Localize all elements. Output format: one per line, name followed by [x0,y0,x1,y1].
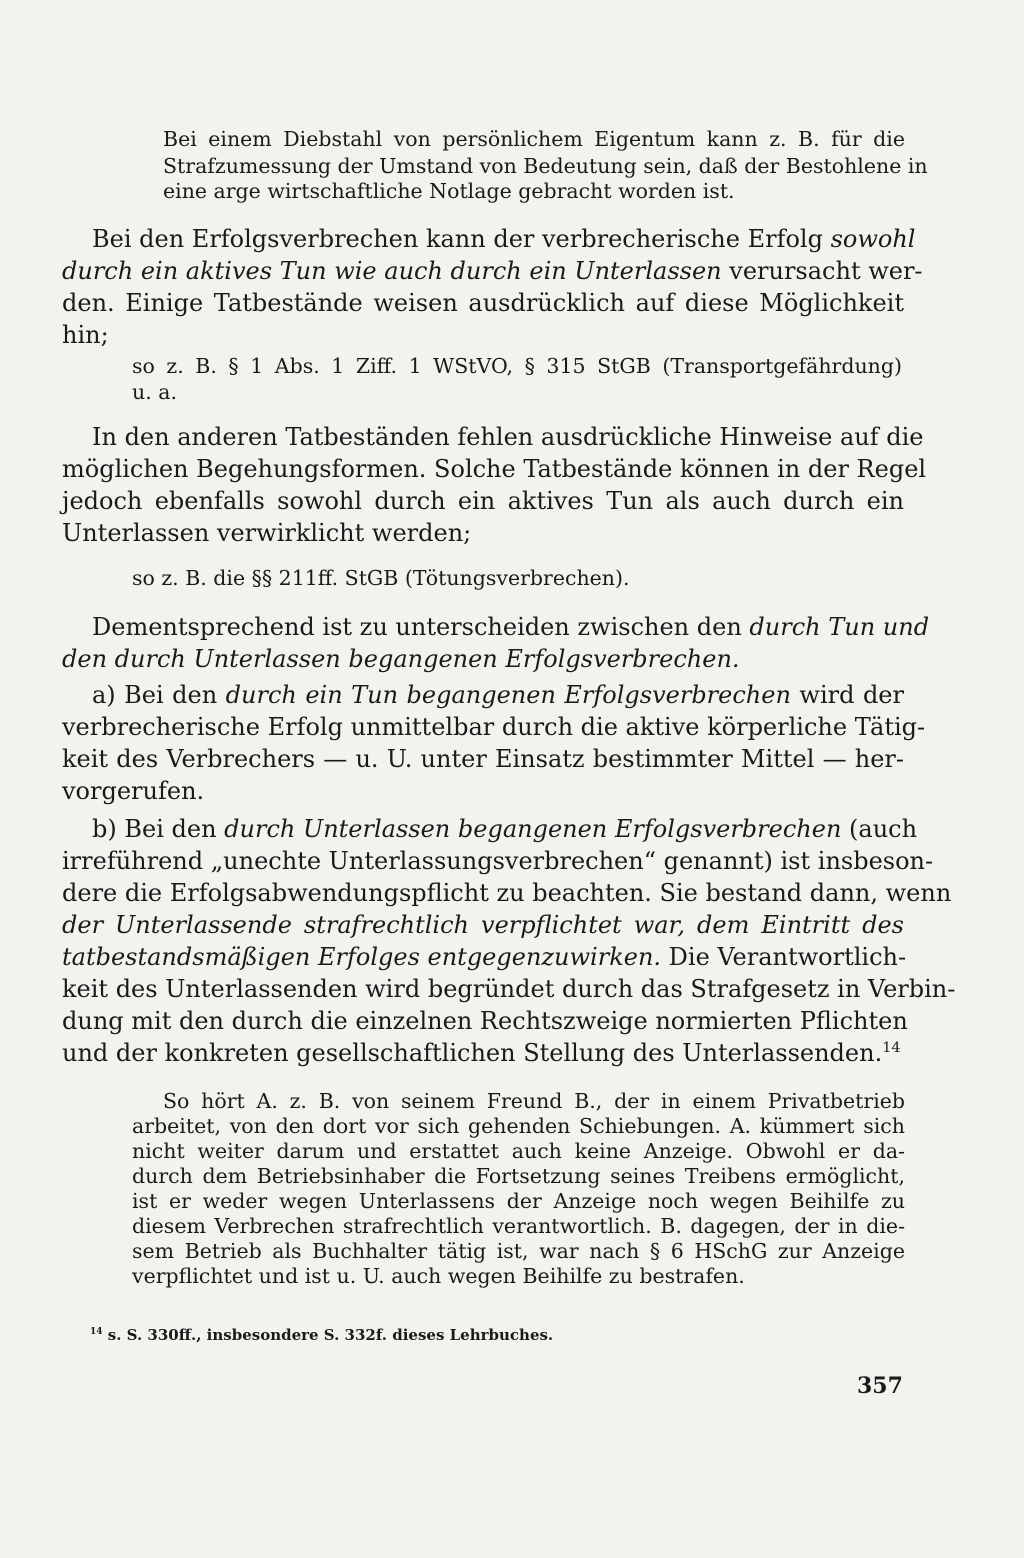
emphasis-text: durch ein aktives Tun wie auch durch ein Unterlassen [62,257,722,285]
example-line: so z. B. § 1 Abs. 1 Ziff. 1 WStVO, § 315 StGB (Transportgefährdung) [132,354,902,378]
body-line [92,613,930,641]
example-line: arbeitet, von den dort vor sich gehenden Schiebungen. A. kümmert sich [132,1114,905,1138]
example-line: durch dem Betriebsinhaber die Fortsetzung seines Treibens ermöglicht, [132,1164,905,1188]
emphasis-text: durch Unterlassen begangenen Erfolgsverbrechen [224,815,842,843]
body-line: In den anderen Tatbeständen fehlen ausdrückliche Hinweise auf die [92,423,924,451]
example-line: sem Betrieb als Buchhalter tätig ist, war nach § 6 HSchG zur Anzeige [132,1239,905,1263]
body-line [62,1039,901,1067]
emphasis-text: sowohl [830,225,916,253]
example-line: diesem Verbrechen strafrechtlich verantwortlich. B. dagegen, der in die- [132,1214,905,1238]
body-line [62,911,904,939]
emphasis-text: durch Tun und [749,613,930,641]
body-line: den. Einige Tatbestände weisen ausdrücklich auf diese Möglichkeit [62,289,904,317]
body-line: irreführend „unechte Unterlassungsverbrechen“ genannt) ist insbeson- [62,847,934,875]
text-run: (auch [841,815,918,843]
body-line: dung mit den durch die einzelnen Rechtszweige normierten Pflichten [62,1007,908,1035]
body-line: Unterlassen verwirklicht werden; [62,519,472,547]
example-line: So hört A. z. B. von seinem Freund B., der in einem Privatbetrieb [163,1089,905,1113]
text-run: wird der [790,681,904,709]
text-run: b) Bei den [92,815,225,843]
example-line: so z. B. die §§ 211ff. StGB (Tötungsverbrechen). [132,566,630,590]
example-line: Strafzumessung der Umstand von Bedeutung sein, daß der Bestohlene in [163,154,928,178]
emphasis-text: der Unterlassende strafrechtlich verpflichtet war, dem Eintritt des [62,911,904,939]
body-line [62,943,907,971]
example-line: nicht weiter darum und erstattet auch keine Anzeige. Obwohl er da- [132,1139,905,1163]
emphasis-text: den durch Unterlassen begangenen Erfolgsverbrechen. [62,645,740,673]
footnote-mark: 14 [90,1327,103,1337]
text-run: a) Bei den [92,681,226,709]
example-line: ist er weder wegen Unterlassens der Anzeige noch wegen Beihilfe zu [132,1189,905,1213]
body-line [92,815,918,843]
page-number: 357 [857,1373,903,1399]
body-line: keit des Verbrechers — u. U. unter Einsatz bestimmter Mittel — her- [62,745,904,773]
text-run: verursacht wer- [721,257,923,285]
footnote-text: s. S. 330ff., insbesondere S. 332f. dieses Lehrbuches. [102,1326,554,1344]
body-line: keit des Unterlassenden wird begründet durch das Strafgesetz in Verbin- [62,975,956,1003]
body-line: dere die Erfolgsabwendungspflicht zu beachten. Sie bestand dann, wenn [62,879,952,907]
example-line: eine arge wirtschaftliche Notlage gebracht worden ist. [163,179,735,203]
text-run: und der konkreten gesellschaftlichen Stellung des Unterlassenden. [62,1039,883,1067]
body-line [62,645,740,673]
body-line: verbrecherische Erfolg unmittelbar durch die aktive körperliche Tätig- [62,713,926,741]
example-line: Bei einem Diebstahl von persönlichem Eigentum kann z. B. für die [163,127,905,151]
example-line: verpflichtet und ist u. U. auch wegen Beihilfe zu bestrafen. [132,1264,745,1288]
emphasis-text: tatbestandsmäßigen Erfolges entgegenzuwirken. [62,943,662,971]
text-run: Bei den Erfolgsverbrechen kann der verbrecherische Erfolg [92,225,831,253]
body-line: jedoch ebenfalls sowohl durch ein aktives Tun als auch durch ein [62,487,904,515]
body-line: vorgerufen. [62,777,205,805]
emphasis-text: durch ein Tun begangenen Erfolgsverbrechen [225,681,791,709]
text-run: Die Verantwortlich- [661,943,907,971]
footnote [90,1326,553,1344]
body-line: hin; [62,321,109,349]
footnote-reference[interactable]: 14 [882,1040,901,1056]
body-line: möglichen Begehungsformen. Solche Tatbestände können in der Regel [62,455,927,483]
text-run: Dementsprechend ist zu unterscheiden zwischen den [92,613,750,641]
example-line: u. a. [132,380,177,404]
body-line [62,257,923,285]
body-line [92,225,916,253]
body-line [92,681,904,709]
